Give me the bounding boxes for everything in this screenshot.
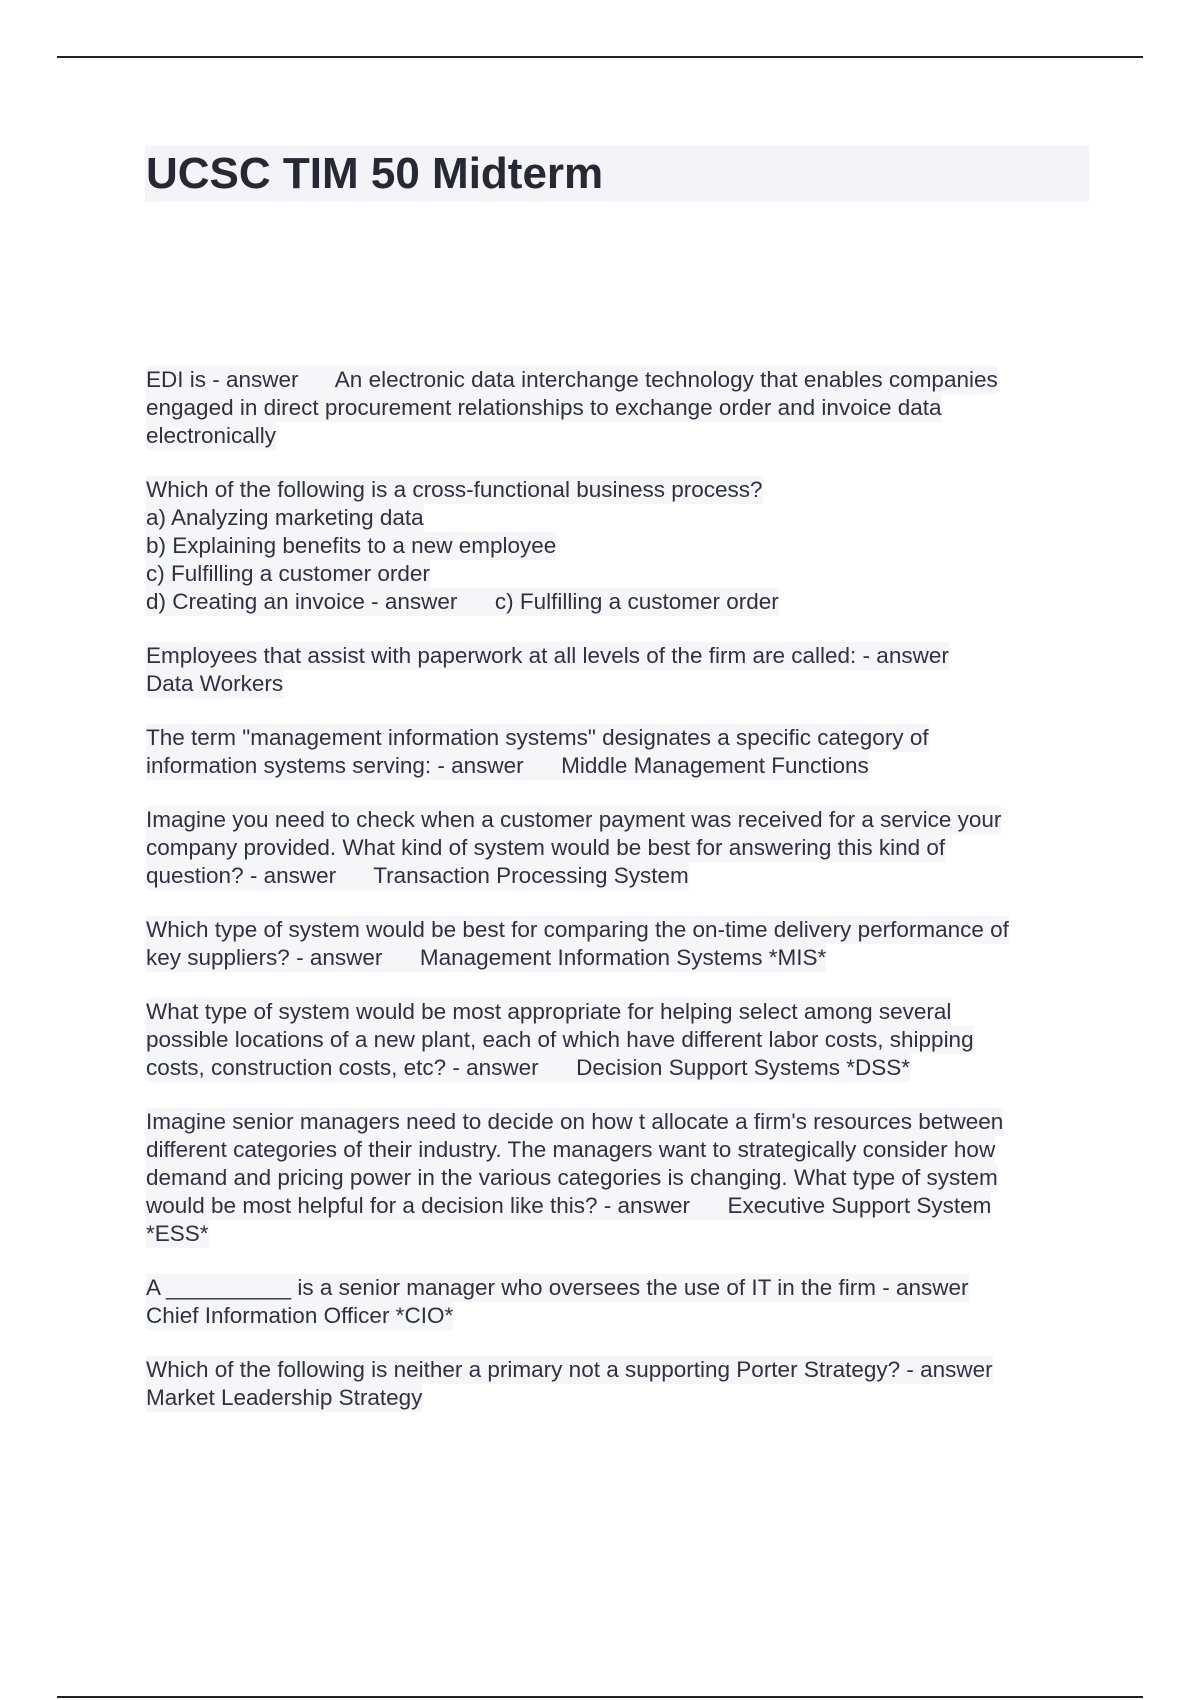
qa-item-porter — [146, 1356, 1086, 1412]
qa-line: A __________ is a senior manager who oversees the use of IT in the firm - answer — [146, 1275, 969, 1300]
qa-line: key suppliers? - answer Management Information Systems *MIS* — [146, 945, 827, 970]
qa-item-cross-functional — [146, 476, 1086, 616]
qa-item-cio — [146, 1274, 1086, 1330]
qa-option: a) Analyzing marketing data — [146, 505, 424, 530]
qa-option: c) Fulfilling a customer order — [146, 561, 430, 586]
qa-line: engaged in direct procurement relationships to exchange order and invoice data — [146, 395, 942, 420]
qa-line: Chief Information Officer *CIO* — [146, 1303, 454, 1328]
qa-option: d) Creating an invoice - answer c) Fulfilling a customer order — [146, 589, 779, 614]
qa-line: The term "management information systems" designates a specific category of — [146, 725, 929, 750]
qa-item-dss — [146, 998, 1086, 1082]
top-rule — [57, 56, 1143, 58]
qa-line: Imagine senior managers need to decide on how t allocate a firm's resources between — [146, 1109, 1004, 1134]
qa-option: b) Explaining benefits to a new employee — [146, 533, 557, 558]
page-title: UCSC TIM 50 Midterm — [146, 149, 604, 198]
qa-line: company provided. What kind of system would be best for answering this kind of — [146, 835, 946, 860]
qa-line: question? - answer Transaction Processing System — [146, 863, 689, 888]
qa-line: different categories of their industry. The managers want to strategically consider how — [146, 1137, 996, 1162]
qa-line: Which of the following is a cross-functional business process? — [146, 477, 763, 502]
qa-line: possible locations of a new plant, each of which have different labor costs, shipping — [146, 1027, 974, 1052]
qa-line: Market Leadership Strategy — [146, 1385, 423, 1410]
qa-line: Imagine you need to check when a customer payment was received for a service your — [146, 807, 1002, 832]
qa-item-data-workers — [146, 642, 1086, 698]
qa-line: EDI is - answer An electronic data interchange technology that enables companies — [146, 367, 998, 392]
qa-item-ess — [146, 1108, 1086, 1248]
qa-line: electronically — [146, 423, 277, 448]
qa-line: would be most helpful for a decision like this? - answer Executive Support System — [146, 1193, 992, 1218]
qa-line: information systems serving: - answer Middle Management Functions — [146, 753, 869, 778]
qa-line: Data Workers — [146, 671, 284, 696]
qa-line: Employees that assist with paperwork at all levels of the firm are called: - answer — [146, 643, 949, 668]
bottom-rule — [57, 1696, 1143, 1698]
qa-item-edi — [146, 366, 1086, 450]
qa-item-mis — [146, 916, 1086, 972]
qa-list — [146, 366, 1086, 1438]
qa-line: demand and pricing power in the various categories is changing. What type of system — [146, 1165, 998, 1190]
qa-line: Which of the following is neither a primary not a supporting Porter Strategy? - answer — [146, 1357, 993, 1382]
qa-item-mis-term — [146, 724, 1086, 780]
qa-line: What type of system would be most appropriate for helping select among several — [146, 999, 952, 1024]
qa-line: *ESS* — [146, 1221, 209, 1246]
qa-item-tps — [146, 806, 1086, 890]
qa-line: costs, construction costs, etc? - answer Decision Support Systems *DSS* — [146, 1055, 911, 1080]
qa-line: Which type of system would be best for comparing the on-time delivery performance of — [146, 917, 1009, 942]
